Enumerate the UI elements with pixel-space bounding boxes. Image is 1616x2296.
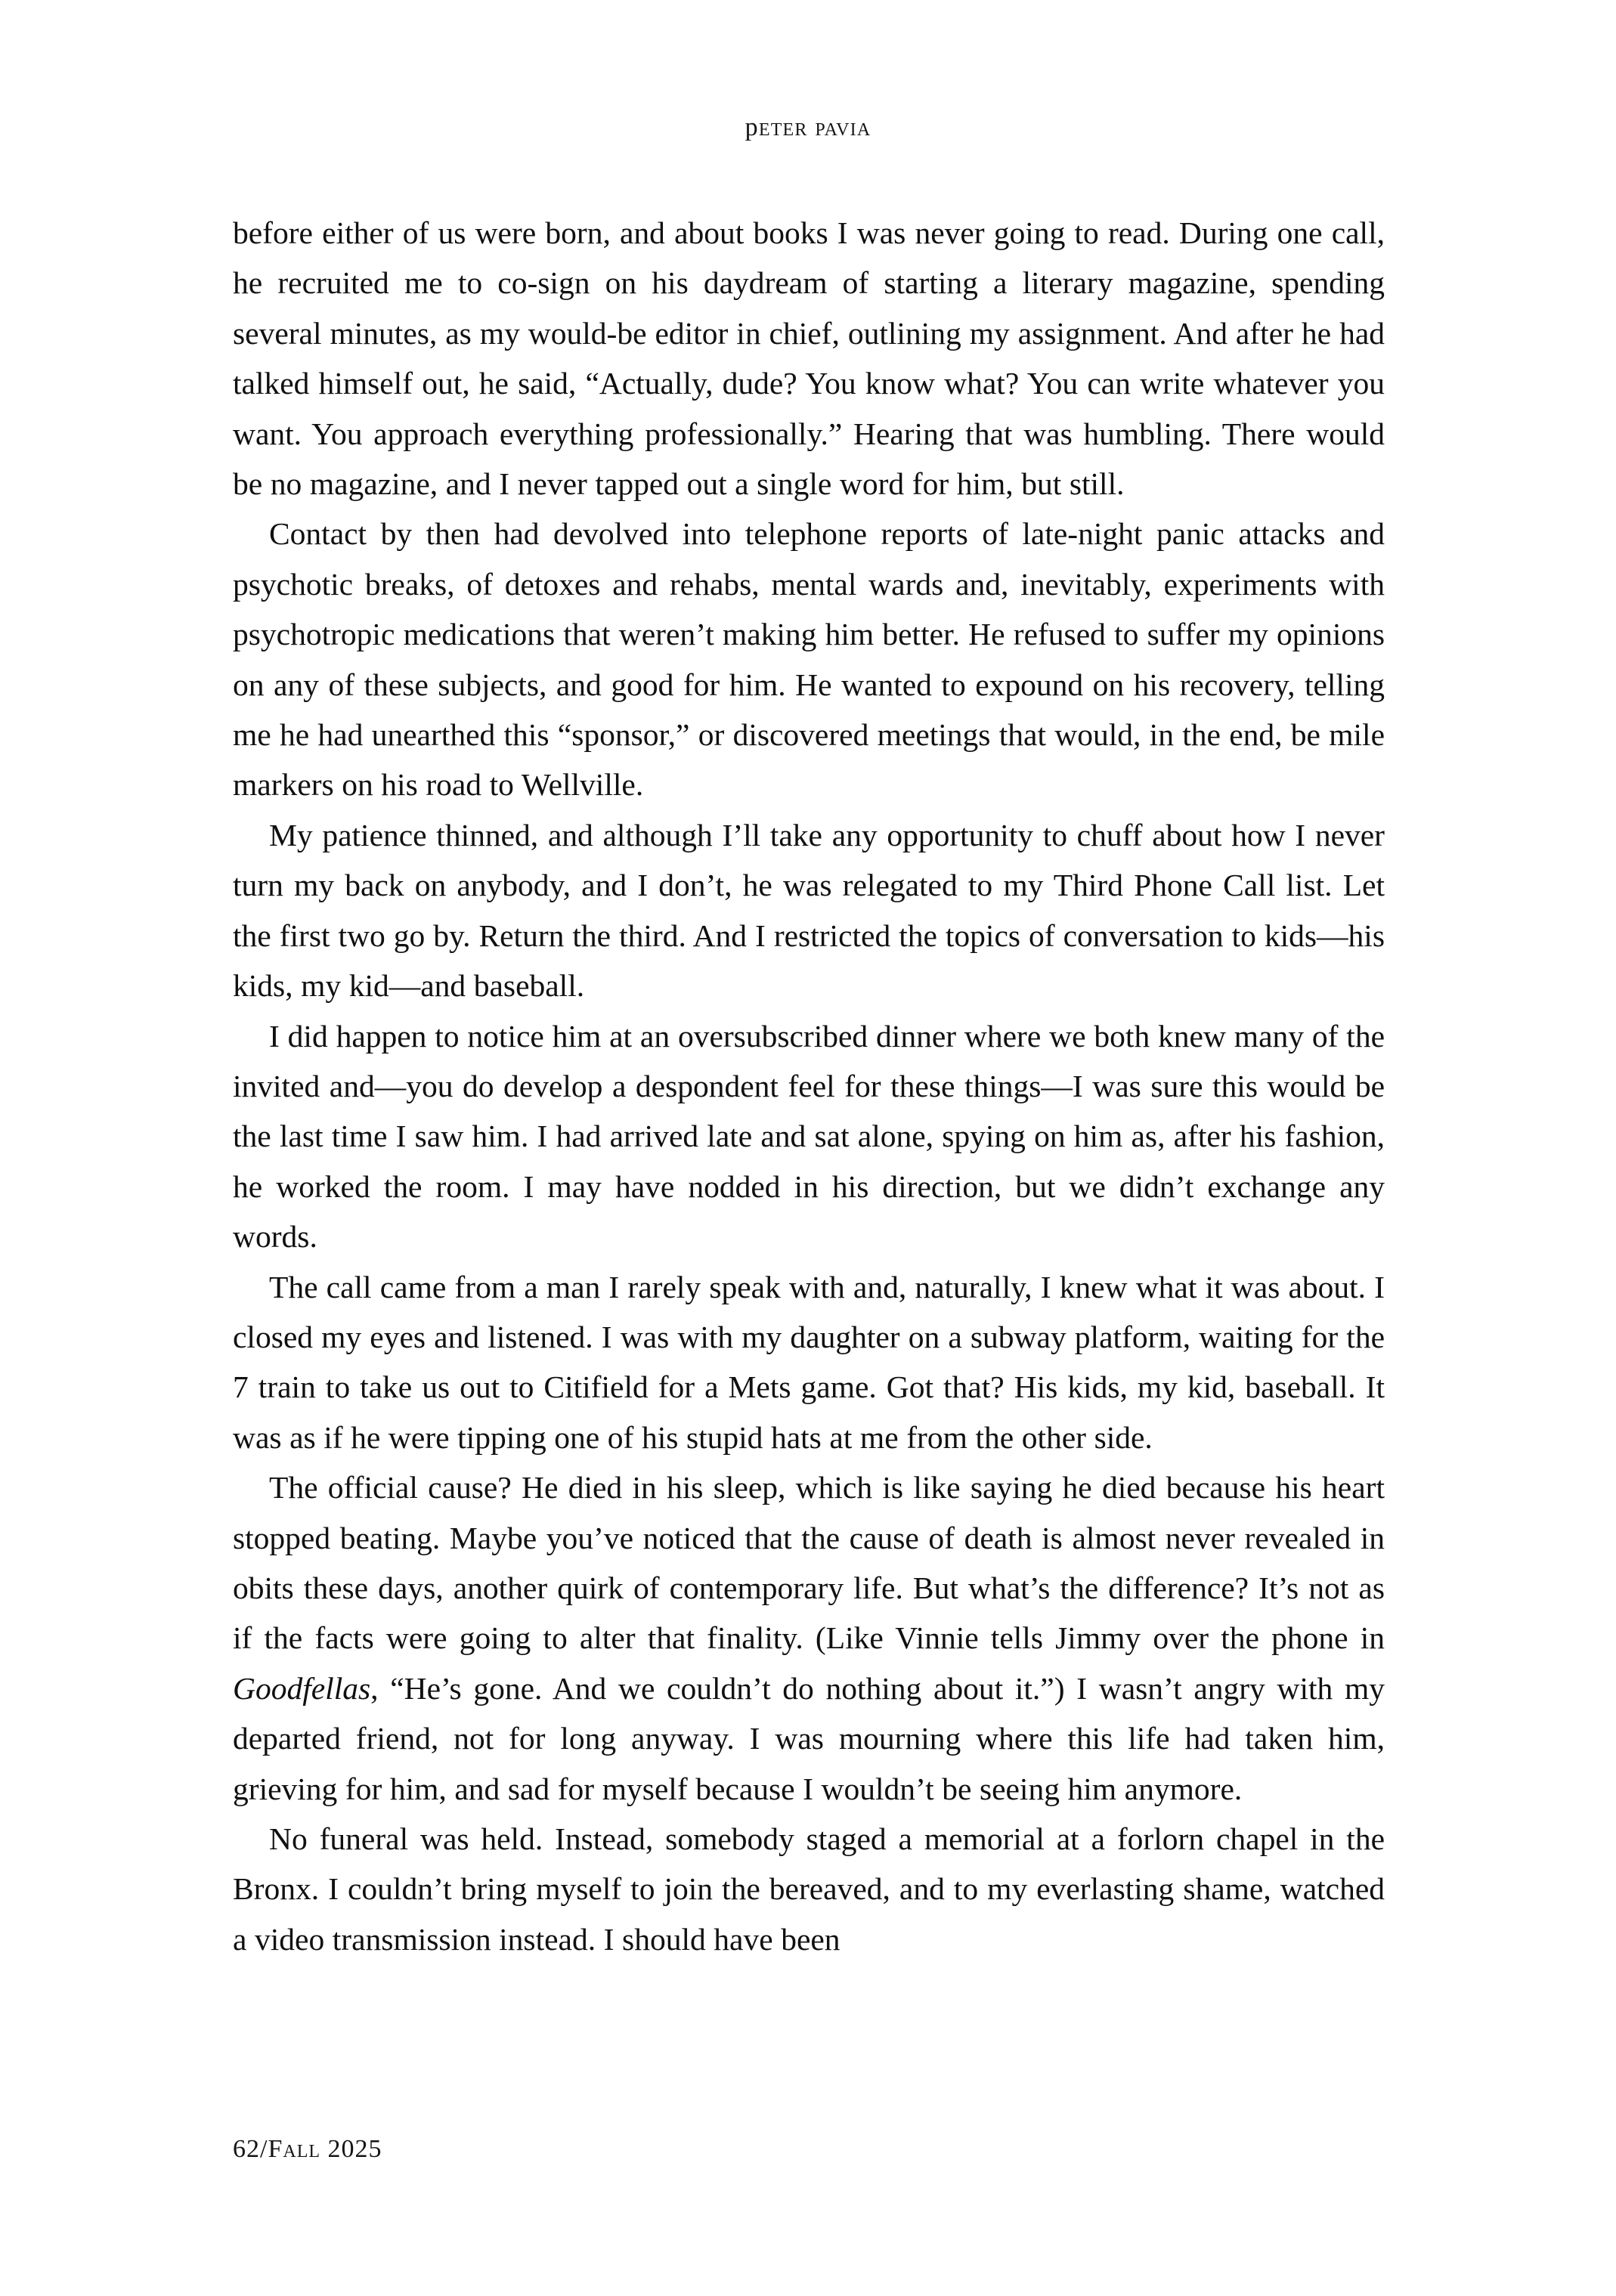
paragraph-7: No funeral was held. Instead, somebody staged a memorial at a forlorn chapel in the Bronx. I couldn’t bring myself to join the bereaved, and to my everlasting shame, watched a video transmission instead. I should have been bbox=[233, 1821, 1385, 1957]
paragraph-1: before either of us were born, and about books I was never going to read. During one call, he recruited me to co-sign on his daydream of starting a literary magazine, spending several minutes, as my would-be editor in chief, outlining my assignment. And after he had talked himself out, he said, “Actually, dude? You know what? You can write whatever you want. You approach everything professionally.” Hearing that was humbling. There would be no magazine, and I never tapped out a single word for him, but still. bbox=[233, 215, 1385, 502]
paragraph-5: The call came from a man I rarely speak with and, naturally, I knew what it was about. I closed my eyes and listened. I was with my daughter on a subway platform, waiting for the 7 train to take us out to Citifield for a Mets game. Got that? His kids, my kid, baseball. It was as if he were tipping one of his stupid hats at me from the other side. bbox=[233, 1269, 1385, 1455]
paragraph-6-part-2: , “He’s gone. And we couldn’t do nothing about it.”) I wasn’t angry with my departed friend, not for long anyway. I was mourning where this life had taken him, grieving for him, and sad for myself because I wouldn’t be seeing him anymore. bbox=[233, 1670, 1385, 1806]
paragraph-6-part-1: The official cause? He died in his sleep, which is like saying he died because his heart stopped beating. Maybe you’ve noticed that the cause of death is almost never revealed in obits these days, another quirk of contemporary life. But what’s the difference? It’s not as if the facts were going to alter that finality. (Like Vinnie tells Jimmy over the phone in bbox=[233, 1470, 1385, 1656]
running-head: peter pavia bbox=[745, 113, 871, 141]
film-title-goodfellas: Goodfellas bbox=[233, 1670, 371, 1706]
page-folio: 62/Fall 2025 bbox=[233, 2135, 382, 2163]
paragraph-6 bbox=[233, 1462, 1385, 1814]
paragraph-3: My patience thinned, and although I’ll take any opportunity to chuff about how I never turn my back on anybody, and I don’t, he was relegated to my Third Phone Call list. Let the first two go by. Return the third. And I restricted the topics of conversation to kids—his kids, my kid—and baseball. bbox=[233, 817, 1385, 1004]
body-text-block bbox=[233, 208, 1385, 1964]
paragraph-2: Contact by then had devolved into telephone reports of late-night panic attacks and psychotic breaks, of detoxes and rehabs, mental wards and, inevitably, experiments with psychotropic medications that weren’t making him better. He refused to suffer my opinions on any of these subjects, and good for him. He wanted to expound on his recovery, telling me he had unearthed this “sponsor,” or discovered meetings that would, in the end, be mile markers on his road to Wellville. bbox=[233, 516, 1385, 803]
paragraph-4: I did happen to notice him at an oversubscribed dinner where we both knew many of the invited and—you do develop a despondent feel for these things—I was sure this would be the last time I saw him. I had arrived late and sat alone, spying on him as, after his fashion, he worked the room. I may have nodded in his direction, but we didn’t exchange any words. bbox=[233, 1018, 1385, 1255]
